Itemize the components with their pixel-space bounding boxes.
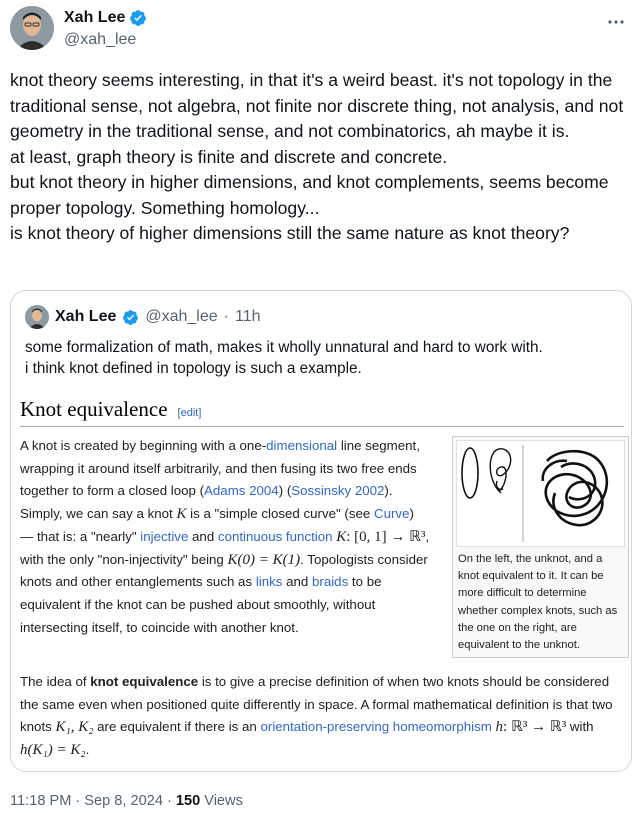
wiki-bold-text: knot equivalence [90, 674, 199, 689]
wiki-text: ) ( [278, 483, 292, 499]
views-label: Views [204, 793, 243, 809]
wiki-text: and [282, 574, 312, 590]
tweet-line: but knot theory in higher dimensions, and knot complements, seems become proper topology. Something homology... [10, 172, 609, 218]
wiki-link: Curve [374, 506, 410, 522]
wiki-text: and [188, 528, 218, 544]
separator-dot: · [223, 308, 229, 325]
wiki-text: are equivalent if there is an [93, 719, 261, 735]
wiki-text: with [566, 719, 594, 735]
wiki-text: The idea of [20, 674, 91, 689]
tweet-line: at least, graph theory is finite and discrete and concrete. [10, 146, 448, 167]
verified-badge-icon [129, 9, 147, 27]
quoted-timestamp: 11h [234, 308, 261, 325]
tweet-line: is knot theory of higher dimensions still the same nature as knot theory? [10, 223, 570, 243]
wiki-math: K(0) = K(1) [227, 551, 301, 568]
wiki-edit-link: [edit] [177, 407, 202, 419]
quoted-line: some formalization of math, makes it wholly unnatural and hard to work with. [25, 339, 543, 356]
post-date[interactable]: Sep 8, 2024 [84, 793, 163, 809]
views-count[interactable]: 150 [175, 793, 201, 809]
wiki-text: . [85, 742, 90, 758]
author-display-name[interactable]: Xah Lee [64, 9, 126, 26]
wiki-link: links [255, 574, 283, 590]
separator-dot: · [75, 793, 81, 809]
wiki-title: Knot equivalence [20, 397, 168, 421]
wiki-text: is to give a precise definition of when two knots should be considered the same even when positioned quite differently in space. A formal mathematical definition is that two knots [20, 674, 613, 735]
wiki-screenshot-image [11, 389, 632, 772]
tweet-text [10, 68, 630, 247]
wiki-math: h [495, 719, 504, 736]
wiki-link: orientation-preserving homeomorphism [260, 719, 492, 735]
wiki-math: K [336, 528, 347, 545]
more-options-icon[interactable] [604, 10, 628, 34]
wiki-math: K [176, 506, 187, 523]
wiki-link: Sossinsky 2002 [291, 483, 385, 499]
figure-caption: On the left, the unknot, and a knot equivalent to it. It can be more difficult to determine whether complex knots, such as the one on the right, are equivalent to the unknot. [458, 553, 618, 652]
wiki-math: : ℝ³ → ℝ³ [503, 719, 567, 736]
author-avatar[interactable] [10, 6, 54, 50]
author-handle[interactable]: @xah_lee [64, 31, 137, 48]
wiki-text: . Topologists consider knots and other entanglements such as [20, 551, 428, 590]
wiki-figure [452, 436, 629, 658]
tweet-footer [10, 793, 243, 809]
wiki-link: injective [140, 528, 189, 544]
wiki-paragraph-2 [20, 671, 624, 762]
knot-diagram-image [456, 440, 625, 547]
quoted-tweet[interactable] [10, 290, 632, 772]
quoted-tweet-header [25, 305, 261, 329]
wiki-text: A knot is created by beginning with a one- [20, 438, 267, 453]
tweet-header [10, 6, 628, 52]
wiki-math: h(K₁) = K₂ [20, 742, 86, 759]
post-time[interactable]: 11:18 PM [10, 793, 72, 809]
wiki-link: Adams 2004 [204, 483, 279, 499]
wiki-paragraph-1 [20, 435, 430, 639]
wiki-math: : [0, 1] → ℝ³ [346, 528, 426, 545]
author-name-row [64, 9, 147, 27]
wiki-math: K₁, K₂ [55, 719, 94, 736]
wiki-link: braids [312, 574, 349, 590]
separator-dot: · [166, 793, 172, 809]
tweet-line: knot theory seems interesting, in that it's a weird beast. it's not topology in the traditional sense, not algebra, not finite nor discrete thing, not analysis, and not geometry in the traditional sense, and not combinatorics, ah maybe it is. [10, 70, 624, 141]
wiki-link: continuous function [217, 528, 333, 544]
wiki-link: dimensional [266, 438, 338, 453]
quoted-tweet-text [25, 337, 625, 379]
wiki-text: ) — that is: a "nearly" [20, 506, 414, 544]
wiki-text: to be equivalent if the knot can be pushed about smoothly, without intersecting itself, to coincide with another knot. [20, 574, 382, 635]
quoted-author-handle: @xah_lee [145, 308, 218, 325]
quoted-line: i think knot defined in topology is such a example. [25, 360, 362, 377]
quoted-author-avatar [25, 305, 49, 329]
wiki-text: line segment, wrapping it around itself arbitrarily, and then fusing its two free ends together to form a closed loop ( [20, 438, 420, 499]
verified-badge-icon [122, 309, 139, 326]
wiki-heading [20, 397, 624, 427]
wiki-text: , with the only "non-injectivity" being [20, 528, 430, 567]
wiki-text: ). Simply, we can say a knot [20, 483, 393, 522]
quoted-author-name: Xah Lee [55, 308, 117, 325]
wiki-text: is a "simple closed curve" (see [186, 506, 374, 522]
